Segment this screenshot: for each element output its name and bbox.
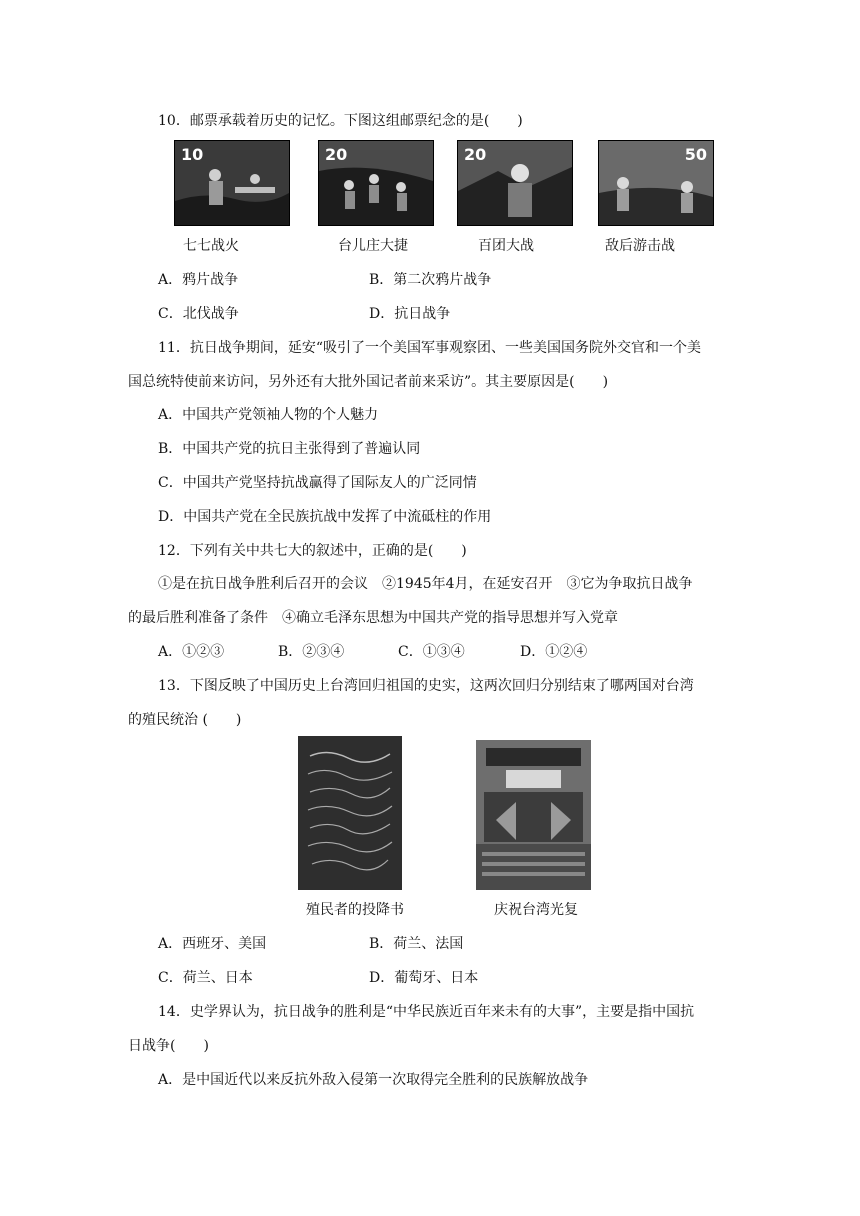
q14-stem-line1: 14．史学界认为，抗日战争的胜利是“中华民族近百年来未有的大事”，主要是指中国抗 (158, 1004, 695, 1020)
q13-option-d: D．葡萄牙、日本 (369, 970, 479, 986)
q11-stem-line1: 11．抗日战争期间，延安“吸引了一个美国军事观察团、一些美国国务院外交官和一个美 (158, 340, 701, 356)
stamp-caption-qiqi: 七七战火 (183, 238, 239, 254)
caption-surrender-document: 殖民者的投降书 (306, 902, 404, 918)
surrender-document-photo (298, 736, 402, 890)
q12-items-line2: 的最后胜利准备了条件 ④确立毛泽东思想为中国共产党的指导思想并写入党章 (128, 610, 618, 626)
stamp-dihou (598, 140, 714, 226)
stamp-caption-baituan: 百团大战 (478, 238, 534, 254)
q11-option-d: D．中国共产党在全民族抗战中发挥了中流砥柱的作用 (158, 509, 492, 525)
taiwan-restoration-photo (476, 740, 591, 890)
taiwan-restoration-illustration (476, 740, 591, 890)
stamp-caption-dihou: 敌后游击战 (605, 238, 675, 254)
q14-stem-line2: 日战争( ) (128, 1038, 209, 1054)
q10-option-a: A．鸦片战争 (158, 272, 239, 288)
stamp-qiqi-value: 10 (181, 145, 204, 164)
q11-option-a: A．中国共产党领袖人物的个人魅力 (158, 407, 379, 423)
q13-stem-line2: 的殖民统治 ( ) (128, 712, 242, 728)
stamp-baituan-value: 20 (464, 145, 487, 164)
q10-option-c: C．北伐战争 (158, 306, 239, 322)
q10-option-b: B．第二次鸦片战争 (369, 272, 492, 288)
q10-option-d: D．抗日战争 (369, 306, 451, 322)
q14-option-a: A．是中国近代以来反抗外敌入侵第一次取得完全胜利的民族解放战争 (158, 1072, 589, 1088)
q11-option-b: B．中国共产党的抗日主张得到了普遍认同 (158, 441, 421, 457)
q12-option-c: C．①③④ (398, 644, 465, 660)
q13-stem-line1: 13．下图反映了中国历史上台湾回归祖国的史实，这两次回归分别结束了哪两国对台湾 (158, 678, 694, 694)
stamp-dihou-value: 50 (684, 145, 707, 164)
stamp-taierzhuang-value: 20 (325, 145, 348, 164)
q12-items-line1: ①是在抗日战争胜利后召开的会议 ②1945年4月，在延安召开 ③它为争取抗日战争 (158, 576, 693, 592)
stamp-baituan (457, 140, 573, 226)
caption-taiwan-restoration: 庆祝台湾光复 (494, 902, 578, 918)
q12-option-b: B．②③④ (278, 644, 345, 660)
q13-option-b: B．荷兰、法国 (369, 936, 464, 952)
q12-stem: 12．下列有关中共七大的叙述中，正确的是( ) (158, 543, 467, 559)
q11-stem-line2: 国总统特使前来访问，另外还有大批外国记者前来采访”。其主要原因是( ) (128, 374, 609, 390)
surrender-document-illustration (298, 736, 402, 890)
q12-option-d: D．①②④ (520, 644, 588, 660)
q13-option-a: A．西班牙、美国 (158, 936, 267, 952)
q13-option-c: C．荷兰、日本 (158, 970, 253, 986)
q10-stem: 10．邮票承载着历史的记忆。下图这组邮票纪念的是( ) (158, 113, 523, 129)
stamp-taierzhuang (318, 140, 434, 226)
q12-option-a: A．①②③ (158, 644, 225, 660)
stamp-qiqi (174, 140, 290, 226)
stamp-caption-taierzhuang: 台儿庄大捷 (338, 238, 408, 254)
q11-option-c: C．中国共产党坚持抗战赢得了国际友人的广泛同情 (158, 475, 477, 491)
